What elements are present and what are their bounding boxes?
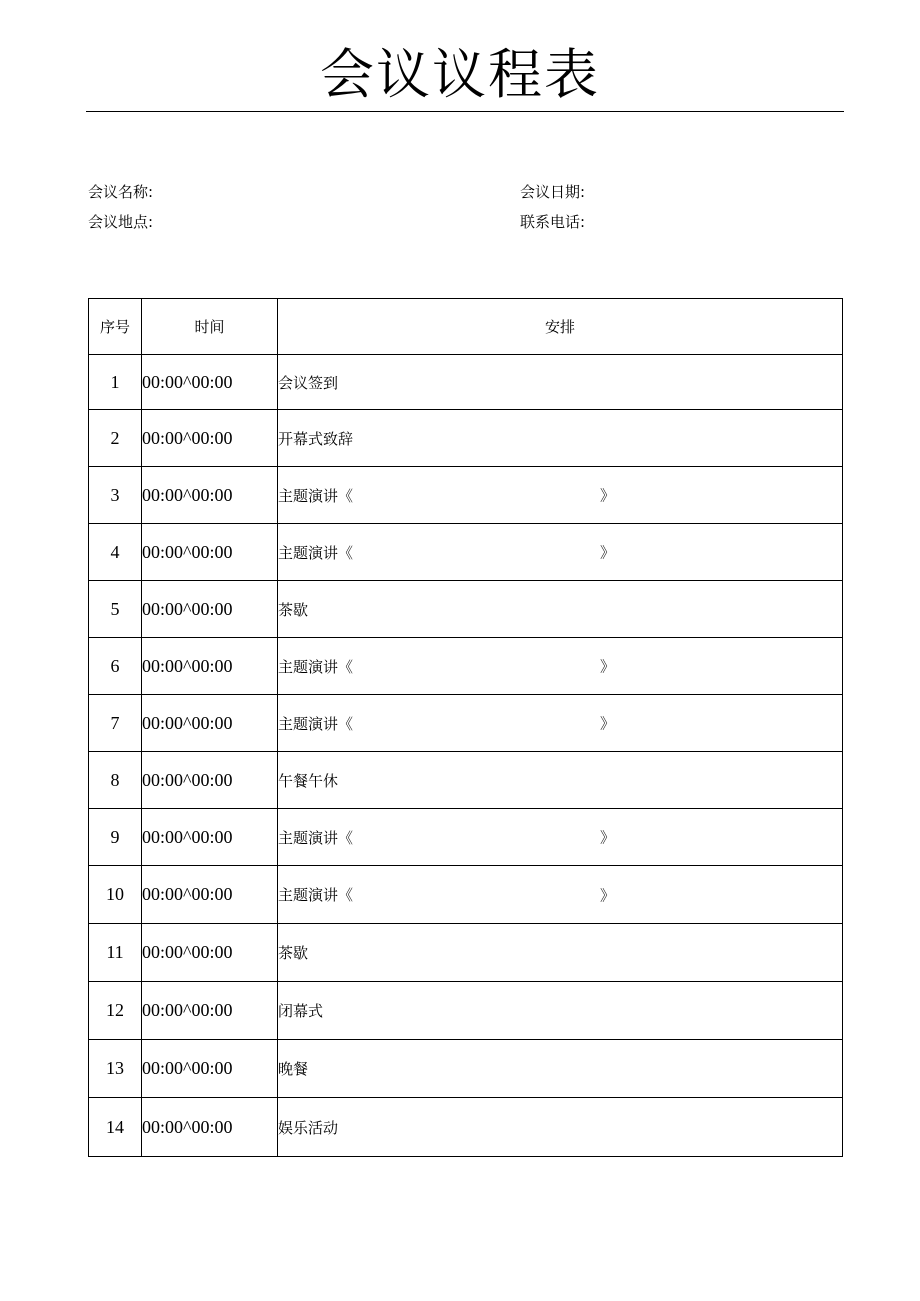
header-plan: 安排 xyxy=(278,299,843,355)
row-number: 5 xyxy=(89,581,142,638)
plan-text: 会议签到 xyxy=(278,373,339,392)
row-time: 00:00^00:00 xyxy=(142,467,278,524)
plan-title-close-mark: 》 xyxy=(600,828,616,847)
row-number: 10 xyxy=(89,866,142,924)
meeting-name-label: 会议名称: xyxy=(88,183,154,201)
plan-text: 主题演讲《 xyxy=(278,543,354,562)
row-number: 9 xyxy=(89,809,142,866)
row-plan xyxy=(278,410,843,467)
row-number: 6 xyxy=(89,638,142,695)
row-number: 13 xyxy=(89,1040,142,1098)
table-row xyxy=(89,524,843,581)
meeting-place-label: 会议地点: xyxy=(88,213,154,231)
row-plan xyxy=(278,809,843,866)
plan-text: 主题演讲《 xyxy=(278,657,354,676)
row-plan xyxy=(278,467,843,524)
row-plan xyxy=(278,982,843,1040)
row-time: 00:00^00:00 xyxy=(142,1040,278,1098)
table-header-row xyxy=(89,299,843,355)
row-plan xyxy=(278,1098,843,1157)
row-number: 2 xyxy=(89,410,142,467)
row-time: 00:00^00:00 xyxy=(142,982,278,1040)
row-time: 00:00^00:00 xyxy=(142,924,278,982)
row-plan xyxy=(278,924,843,982)
plan-text: 主题演讲《 xyxy=(278,486,354,505)
row-plan xyxy=(278,752,843,809)
meeting-date-label: 会议日期: xyxy=(520,183,586,201)
row-plan xyxy=(278,524,843,581)
plan-text: 娱乐活动 xyxy=(278,1118,339,1137)
row-number: 7 xyxy=(89,695,142,752)
table-row xyxy=(89,581,843,638)
row-plan xyxy=(278,695,843,752)
row-time: 00:00^00:00 xyxy=(142,809,278,866)
header-time: 时间 xyxy=(142,299,278,355)
row-time: 00:00^00:00 xyxy=(142,695,278,752)
table-row xyxy=(89,1040,843,1098)
table-row xyxy=(89,467,843,524)
row-time: 00:00^00:00 xyxy=(142,866,278,924)
page-title: 会议议程表 xyxy=(320,43,600,106)
row-plan xyxy=(278,581,843,638)
row-number: 3 xyxy=(89,467,142,524)
table-row xyxy=(89,410,843,467)
plan-text: 茶歇 xyxy=(278,944,309,962)
plan-title-close-mark: 》 xyxy=(600,714,616,733)
plan-text: 午餐午休 xyxy=(278,771,339,790)
row-time: 00:00^00:00 xyxy=(142,355,278,410)
row-number: 4 xyxy=(89,524,142,581)
plan-text: 闭幕式 xyxy=(278,1002,324,1020)
plan-title-close-mark: 》 xyxy=(600,543,616,562)
row-number: 8 xyxy=(89,752,142,809)
table-row xyxy=(89,1098,843,1157)
plan-text: 主题演讲《 xyxy=(278,886,354,904)
row-plan xyxy=(278,866,843,924)
table-row xyxy=(89,638,843,695)
agenda-table xyxy=(88,298,843,1157)
plan-title-close-mark: 》 xyxy=(600,886,616,904)
plan-text: 开幕式致辞 xyxy=(278,429,354,448)
row-time: 00:00^00:00 xyxy=(142,638,278,695)
row-time: 00:00^00:00 xyxy=(142,752,278,809)
table-row xyxy=(89,924,843,982)
plan-text: 主题演讲《 xyxy=(278,714,354,733)
plan-title-close-mark: 》 xyxy=(600,486,616,505)
header-no: 序号 xyxy=(89,299,142,355)
row-time: 00:00^00:00 xyxy=(142,1098,278,1157)
row-time: 00:00^00:00 xyxy=(142,581,278,638)
row-number: 14 xyxy=(89,1098,142,1157)
table-row xyxy=(89,695,843,752)
table-row xyxy=(89,809,843,866)
title-divider xyxy=(86,111,844,112)
table-row xyxy=(89,355,843,410)
plan-title-close-mark: 》 xyxy=(600,657,616,676)
plan-text: 晚餐 xyxy=(278,1060,309,1078)
row-plan xyxy=(278,355,843,410)
row-number: 11 xyxy=(89,924,142,982)
table-row xyxy=(89,752,843,809)
row-number: 1 xyxy=(89,355,142,410)
contact-phone-label: 联系电话: xyxy=(520,213,586,231)
row-number: 12 xyxy=(89,982,142,1040)
agenda-body xyxy=(89,355,843,1157)
row-plan xyxy=(278,1040,843,1098)
table-row xyxy=(89,866,843,924)
row-time: 00:00^00:00 xyxy=(142,524,278,581)
row-time: 00:00^00:00 xyxy=(142,410,278,467)
row-plan xyxy=(278,638,843,695)
table-row xyxy=(89,982,843,1040)
plan-text: 主题演讲《 xyxy=(278,828,354,847)
plan-text: 茶歇 xyxy=(278,600,309,619)
